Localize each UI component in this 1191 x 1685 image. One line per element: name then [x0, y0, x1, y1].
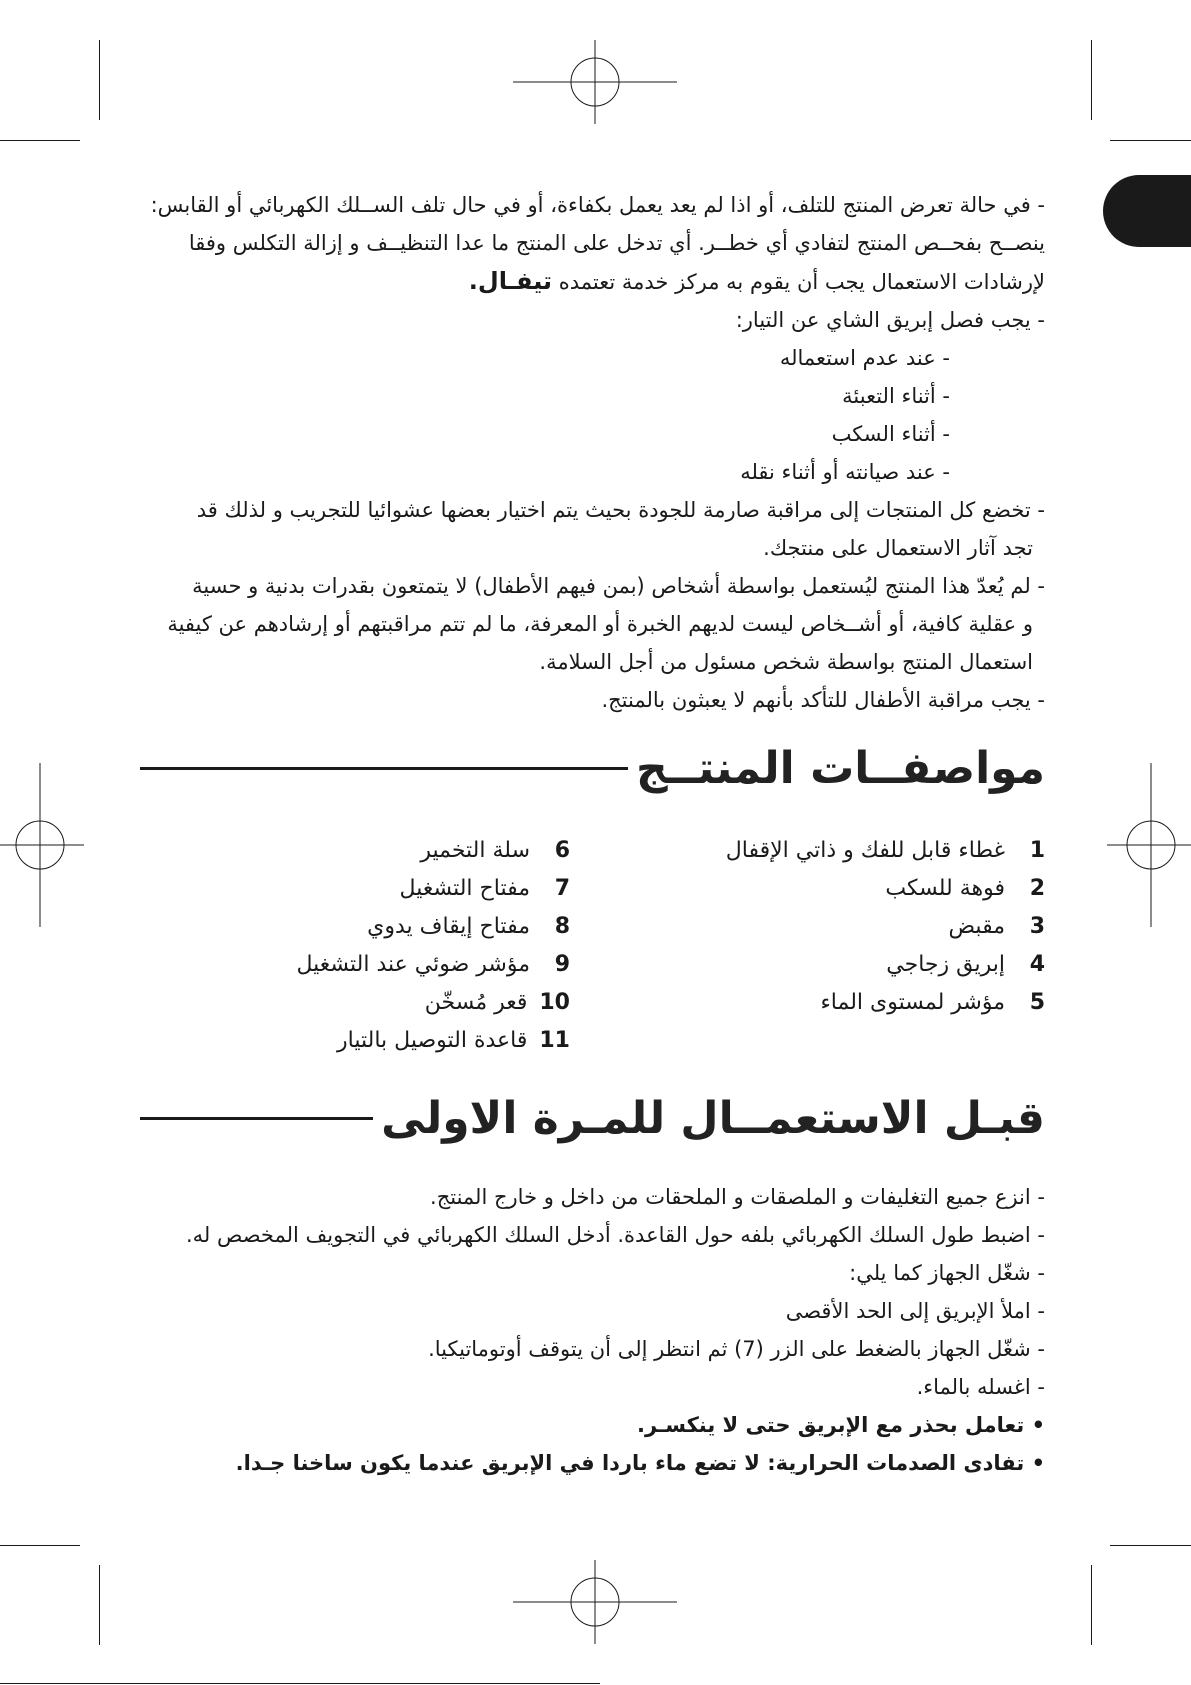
part-label: مؤشر لمستوى الماء: [820, 990, 1005, 1015]
part-item: [250, 984, 570, 1022]
part-label: مفتاح إيقاف يدوي: [367, 914, 530, 939]
registration-mark-right: [1107, 763, 1191, 927]
part-item: [620, 832, 1045, 870]
registration-mark-bottom: [513, 1560, 677, 1644]
part-number: 4: [1029, 952, 1045, 977]
warning-damage-line-3: [140, 262, 1045, 301]
part-label: مفتاح التشغيل: [399, 876, 530, 901]
crop-mark: [1110, 140, 1191, 141]
part-label: إبريق زجاجي: [886, 952, 1005, 977]
parts-list-right: [620, 832, 1045, 1022]
warning-quality-line-2: تجد آثار الاستعمال على منتجك.: [763, 536, 1033, 560]
part-label: مؤشر ضوئي عند التشغيل: [296, 952, 530, 977]
part-item: [620, 984, 1045, 1022]
unplug-item: - عند عدم استعماله: [779, 346, 950, 370]
part-number: 11: [539, 1028, 570, 1053]
warning-supervise: - يجب مراقبة الأطفال للتأكد بأنهم لا يعبثون بالمنتج.: [601, 688, 1045, 712]
warning-damage-line-2: ينصــح بفحــص المنتج لتفادي أي خطــر. أي تدخل على المنتج ما عدا التنظيــف و إزالة التكلس وفقا: [188, 231, 1045, 255]
part-number: 3: [1029, 914, 1045, 939]
instruction-line: - اغسله بالماء.: [916, 1375, 1045, 1399]
caution-bullet: • تفادى الصدمات الحرارية: لا تضع ماء باردا في الإبريق عندما يكون ساخنا جـدا.: [235, 1451, 1045, 1475]
instruction-line: - شغّل الجهاز بالضغط على الزر (7) ثم انتظر إلى أن يتوقف أوتوماتيكيا.: [428, 1337, 1045, 1361]
part-number: 10: [539, 990, 570, 1015]
part-label: غطاء قابل للفك و ذاتي الإقفال: [725, 838, 1005, 863]
instruction-line: - شغّل الجهاز كما يلي:: [849, 1261, 1045, 1285]
part-label: قاعدة التوصيل بالتيار: [337, 1028, 528, 1053]
part-number: 8: [554, 914, 570, 939]
part-item: [250, 1022, 570, 1060]
part-number: 2: [1029, 876, 1045, 901]
crop-mark: [99, 1565, 100, 1645]
unplug-item: - أثناء السكب: [831, 422, 950, 446]
warning-children-line-1: - لم يُعدّ هذا المنتج ليُستعمل بواسطة أشخاص (بمن فيهم الأطفال) لا يتمتعون بقدرات بدنية و حسية: [192, 574, 1045, 598]
part-number: 1: [1029, 838, 1045, 863]
heading-rule: [140, 767, 628, 770]
first-use-instructions: [140, 1178, 1045, 1482]
part-item: [620, 908, 1045, 946]
caution-bullet: • تعامل بحذر مع الإبريق حتى لا ينكسـر.: [636, 1413, 1045, 1437]
specs-heading-text: مواصفــات المنتــج: [635, 742, 1045, 794]
part-item: [620, 870, 1045, 908]
part-label: مقبض: [948, 914, 1005, 939]
part-number: 7: [554, 876, 570, 901]
heading-rule: [140, 1117, 373, 1120]
crop-mark: [0, 1683, 600, 1684]
instruction-line: - اضبط طول السلك الكهربائي بلفه حول القاعدة. أدخل السلك الكهربائي في التجويف المخصص له.: [185, 1223, 1045, 1247]
warning-damage-text: لإرشادات الاستعمال يجب أن يقوم به مركز خدمة تعتمده: [558, 270, 1045, 294]
warning-unplug-intro: - يجب فصل إبريق الشاي عن التيار:: [735, 308, 1045, 332]
crop-mark: [0, 140, 80, 141]
part-item: [250, 908, 570, 946]
warning-children-line-2: و عقلية كافية، أو أشــخاص ليست لديهم الخبرة أو المعرفة، ما لم تتم مراقبتهم أو إرشادهم عن كيفية: [167, 612, 1033, 636]
registration-mark-top: [513, 40, 677, 124]
instruction-line: - املأ الإبريق إلى الحد الأقصى: [785, 1299, 1045, 1323]
part-item: [250, 870, 570, 908]
safety-warnings: [140, 186, 1045, 719]
crop-mark: [99, 40, 100, 120]
unplug-item: - عند صيانته أو أثناء نقله: [740, 460, 950, 484]
first-use-section-heading: [140, 1088, 1045, 1148]
part-item: [620, 946, 1045, 984]
instruction-line: - انزع جميع التغليفات و الملصقات و الملحقات من داخل و خارج المنتج.: [430, 1185, 1045, 1209]
part-label: فوهة للسكب: [885, 876, 1005, 901]
warning-children-line-3: استعمال المنتج بواسطة شخص مسئول من أجل السلامة.: [539, 650, 1033, 674]
crop-mark: [1110, 1545, 1191, 1546]
specs-section-heading: [140, 738, 1045, 798]
part-number: 9: [554, 952, 570, 977]
crop-mark: [1091, 40, 1092, 120]
warning-quality-line-1: - تخضع كل المنتجات إلى مراقبة صارمة للجودة بحيث يتم اختيار بعضها عشوائيا للتجريب و لذلك قد: [196, 498, 1045, 522]
first-use-heading-text: قبـل الاستعمــال للمـرة الاولى: [381, 1092, 1045, 1144]
language-tab: [1103, 175, 1191, 247]
crop-mark: [0, 1545, 80, 1546]
unplug-item: - أثناء التعبئة: [842, 384, 950, 408]
registration-mark-left: [0, 763, 84, 927]
parts-list-left: [250, 832, 570, 1060]
warning-damage-line-1: - في حالة تعرض المنتج للتلف، أو اذا لم يعد يعمل بكفاءة، أو في حال تلف الســلك الكهربائي أو القابس:: [150, 193, 1045, 217]
part-label: قعر مُسخّن: [424, 990, 528, 1015]
part-number: 6: [554, 838, 570, 863]
crop-mark: [1091, 1565, 1092, 1645]
brand-name: تيفـال.: [468, 267, 553, 295]
part-label: سلة التخمير: [420, 838, 530, 863]
part-item: [250, 832, 570, 870]
part-number: 5: [1029, 990, 1045, 1015]
part-item: [250, 946, 570, 984]
